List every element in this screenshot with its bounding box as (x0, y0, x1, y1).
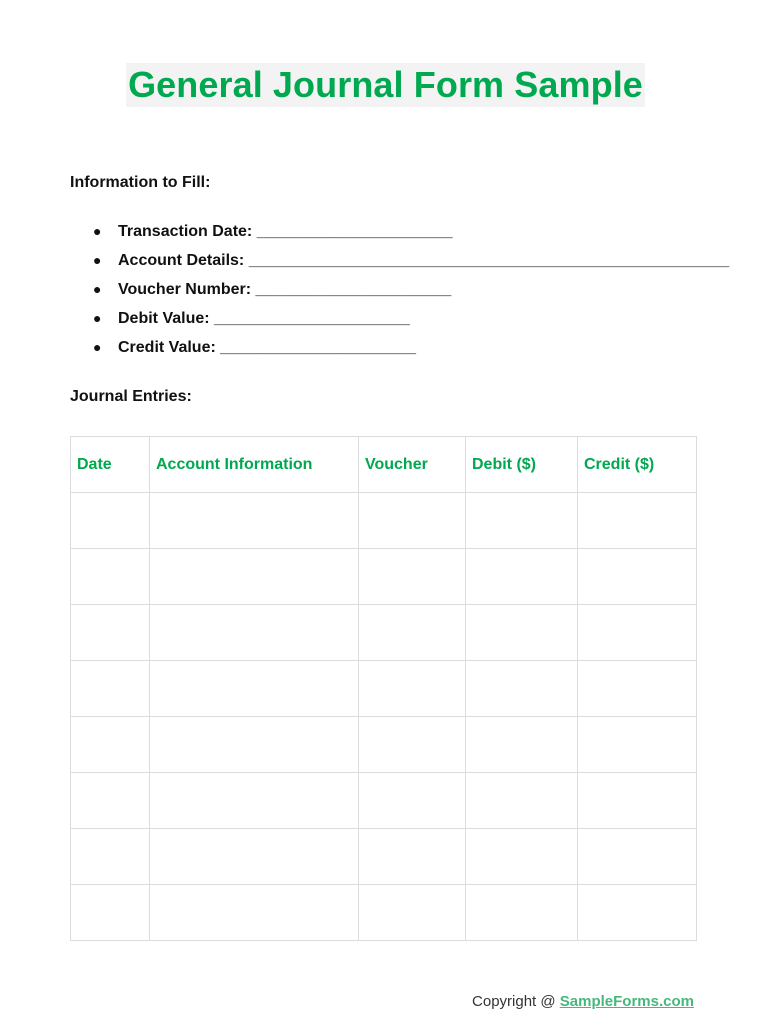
bullet-icon: ● (93, 252, 102, 268)
cell-date[interactable] (71, 605, 150, 661)
table-row (71, 773, 697, 829)
table-row (71, 493, 697, 549)
cell-voucher[interactable] (359, 661, 466, 717)
table-row (71, 549, 697, 605)
cell-voucher[interactable] (359, 549, 466, 605)
title-wrapper (0, 63, 771, 107)
journal-section-label: Journal Entries: (70, 388, 192, 405)
journal-table-body (71, 493, 697, 941)
cell-date[interactable] (71, 717, 150, 773)
cell-credit[interactable] (578, 549, 697, 605)
cell-voucher[interactable] (359, 717, 466, 773)
bullet-icon: ● (93, 310, 102, 326)
field-credit-value[interactable] (93, 337, 729, 366)
cell-debit[interactable] (466, 717, 578, 773)
cell-account-information[interactable] (150, 885, 359, 941)
field-voucher-number[interactable] (93, 279, 729, 308)
table-header-row (71, 437, 697, 493)
cell-voucher[interactable] (359, 493, 466, 549)
column-header-credit: Credit ($) (578, 437, 697, 493)
cell-voucher[interactable] (359, 885, 466, 941)
cell-debit[interactable] (466, 885, 578, 941)
cell-voucher[interactable] (359, 605, 466, 661)
cell-credit[interactable] (578, 605, 697, 661)
table-row (71, 661, 697, 717)
cell-account-information[interactable] (150, 717, 359, 773)
field-account-details[interactable] (93, 250, 729, 279)
field-label: Transaction Date: ______________________ (118, 223, 453, 240)
cell-date[interactable] (71, 773, 150, 829)
field-label: Credit Value: ______________________ (118, 339, 417, 356)
cell-debit[interactable] (466, 829, 578, 885)
column-header-voucher: Voucher (359, 437, 466, 493)
cell-account-information[interactable] (150, 605, 359, 661)
copyright-text: Copyright @ (472, 993, 560, 1010)
bullet-icon: ● (93, 339, 102, 355)
cell-date[interactable] (71, 829, 150, 885)
cell-debit[interactable] (466, 773, 578, 829)
cell-credit[interactable] (578, 773, 697, 829)
field-label: Debit Value: ______________________ (118, 310, 410, 327)
cell-credit[interactable] (578, 717, 697, 773)
cell-debit[interactable] (466, 605, 578, 661)
cell-debit[interactable] (466, 661, 578, 717)
footer-copyright (0, 993, 694, 1010)
field-transaction-date[interactable] (93, 221, 729, 250)
cell-debit[interactable] (466, 549, 578, 605)
cell-account-information[interactable] (150, 493, 359, 549)
column-header-debit: Debit ($) (466, 437, 578, 493)
column-header-account-information: Account Information (150, 437, 359, 493)
cell-credit[interactable] (578, 829, 697, 885)
table-row (71, 605, 697, 661)
cell-date[interactable] (71, 493, 150, 549)
field-label: Account Details: ______________________________________________________ (118, 252, 730, 269)
table-row (71, 829, 697, 885)
field-debit-value[interactable] (93, 308, 729, 337)
cell-account-information[interactable] (150, 549, 359, 605)
cell-account-information[interactable] (150, 829, 359, 885)
brand-link[interactable]: SampleForms.com (559, 993, 694, 1010)
cell-credit[interactable] (578, 493, 697, 549)
cell-date[interactable] (71, 885, 150, 941)
journal-table (70, 436, 697, 941)
cell-debit[interactable] (466, 493, 578, 549)
cell-date[interactable] (71, 549, 150, 605)
fill-fields-list (93, 221, 729, 366)
page-title: General Journal Form Sample (128, 64, 643, 105)
table-row (71, 717, 697, 773)
cell-credit[interactable] (578, 661, 697, 717)
column-header-date: Date (71, 437, 150, 493)
cell-voucher[interactable] (359, 773, 466, 829)
table-row (71, 885, 697, 941)
cell-voucher[interactable] (359, 829, 466, 885)
info-section-label: Information to Fill: (70, 174, 211, 191)
cell-account-information[interactable] (150, 661, 359, 717)
bullet-icon: ● (93, 281, 102, 297)
cell-date[interactable] (71, 661, 150, 717)
bullet-icon: ● (93, 223, 102, 239)
cell-credit[interactable] (578, 885, 697, 941)
cell-account-information[interactable] (150, 773, 359, 829)
field-label: Voucher Number: ______________________ (118, 281, 452, 298)
